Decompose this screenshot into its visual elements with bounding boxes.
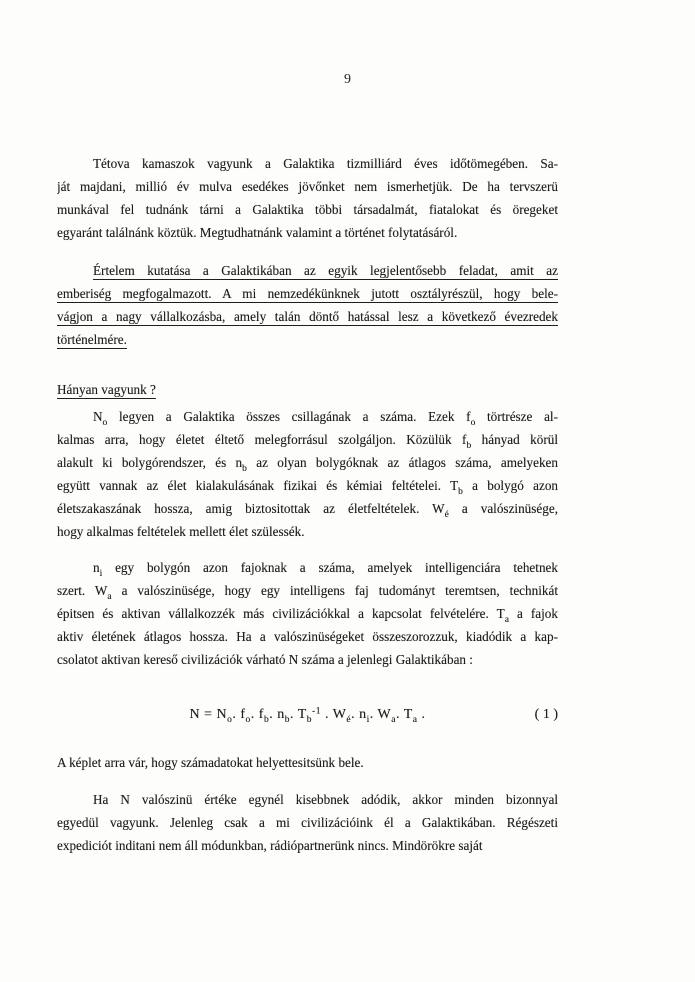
text-line-content: egyaránt találnánk köztük. Megtudhatnánk valamint a történet folytatásáról. bbox=[57, 225, 458, 240]
text-line bbox=[57, 328, 558, 351]
text-line-content: alakult ki bolygórendszer, és $n_b$ az olyan bolygóknak az átlagos száma, amelyeken bbox=[57, 455, 558, 474]
text-line-content: kalmas arra, hogy életet éltető melegforrásul szolgáljon. Közülük $f_b$ hányad körül bbox=[57, 432, 558, 451]
text-line-content: épitsen és aktivan vállalkozzék más civilizációkkal a kapcsolat felvételére. $T_a$ a fajok bbox=[57, 606, 558, 625]
text-line-content: A képlet arra vár, hogy számadatokat helyettesitsünk bele. bbox=[57, 755, 364, 770]
text-line bbox=[57, 497, 558, 520]
text-line-content: expediciót inditani nem áll módunkban, rádiópartnerünk nincs. Mindörökre saját bbox=[57, 838, 483, 853]
page-content bbox=[57, 152, 558, 857]
text-line bbox=[57, 811, 558, 834]
text-line-content: Tétova kamaszok vagyunk a Galaktika tizmilliárd éves időtömegében. Sa- bbox=[93, 156, 558, 171]
text-line-content: egyedül vagyunk. Jelenleg csak a mi civilizációink él a Galaktikában. Régészeti bbox=[57, 815, 558, 830]
text-line bbox=[57, 625, 558, 648]
text-line-content: ját majdani, millió év mulva esedékes jövőnket nem ismerhetjük. De ha tervszerü bbox=[57, 179, 558, 194]
text-line bbox=[57, 152, 558, 175]
text-line bbox=[57, 259, 558, 282]
page-number: 9 bbox=[344, 72, 351, 87]
text-line-content: $N_o$ legyen a Galaktika összes csillagának a száma. Ezek $f_o$ törtrésze al- bbox=[93, 409, 558, 428]
text-line bbox=[57, 198, 558, 221]
section-heading-text: Hányan vagyunk ? bbox=[57, 382, 156, 397]
paragraph bbox=[57, 751, 558, 774]
text-line bbox=[57, 834, 558, 857]
paragraph bbox=[57, 405, 558, 543]
text-line bbox=[57, 451, 558, 474]
text-line bbox=[57, 405, 558, 428]
text-line-content: életszakaszának hossza, amig biztositottak az életfeltételek. $W_é$ a valószinüsége, bbox=[57, 501, 558, 520]
text-line-content: aktiv életének átlagos hossza. Ha a valószinüségeket összeszorozzuk, kiadódik a kap- bbox=[57, 629, 558, 644]
text-line bbox=[57, 428, 558, 451]
text-line-content: $n_i$ egy bolygón azon fajoknak a száma, amelyek intelligenciára tehetnek bbox=[93, 560, 558, 579]
text-line-content: Értelem kutatása a Galaktikában az egyik legjelentősebb feladat, amit az bbox=[93, 263, 558, 278]
text-line bbox=[57, 520, 558, 543]
paragraph bbox=[57, 259, 558, 351]
paragraph bbox=[57, 152, 558, 244]
text-line-content: együtt vannak az élet kialakulásának fizikai és kémiai feltételei. $T_b$ a bolygó azon bbox=[57, 478, 558, 497]
equation-number: ( 1 ) bbox=[534, 707, 558, 722]
text-line bbox=[57, 788, 558, 811]
text-line-content: Ha N valószinü értéke egynél kisebbnek adódik, akkor minden bizonnyal bbox=[93, 792, 558, 807]
section-heading bbox=[57, 378, 558, 401]
text-line-content: hogy alkalmas feltételek mellett élet szülessék. bbox=[57, 524, 305, 539]
text-line bbox=[57, 648, 558, 671]
paragraph bbox=[57, 788, 558, 857]
text-line-content: vágjon a nagy vállalkozásba, amely talán döntő hatással lesz a következő évezredek bbox=[57, 309, 558, 324]
text-line bbox=[57, 556, 558, 579]
text-line-content: munkával fel tudnánk tárni a Galaktika többi társadalmát, fiatalokat és öregeket bbox=[57, 202, 558, 217]
text-line bbox=[57, 602, 558, 625]
text-line bbox=[57, 282, 558, 305]
text-line bbox=[57, 474, 558, 497]
text-line bbox=[57, 751, 558, 774]
text-line-content: szert. $W_a$ a valószinüsége, hogy egy intelligens faj tudományt teremtsen, technikát bbox=[57, 583, 558, 602]
equation bbox=[57, 700, 558, 730]
text-line-content: történelmére. bbox=[57, 332, 127, 347]
equation-formula: $N = N_o$. $f_o$. $f_b$. $n_b$. $T_b^{-1}$ . $W_é$. $n_i$. $W_a$. $T_a$ . bbox=[189, 706, 426, 725]
paragraph bbox=[57, 556, 558, 671]
text-line-content: csolatot aktivan kereső civilizációk várható N száma a jelenlegi Galaktikában : bbox=[57, 652, 473, 667]
text-line bbox=[57, 579, 558, 602]
text-line bbox=[57, 221, 558, 244]
text-line bbox=[57, 305, 558, 328]
text-line bbox=[57, 175, 558, 198]
text-line-content: emberiség megfogalmazott. A mi nemzedékünknek jutott osztályrészül, hogy bele- bbox=[57, 286, 558, 301]
